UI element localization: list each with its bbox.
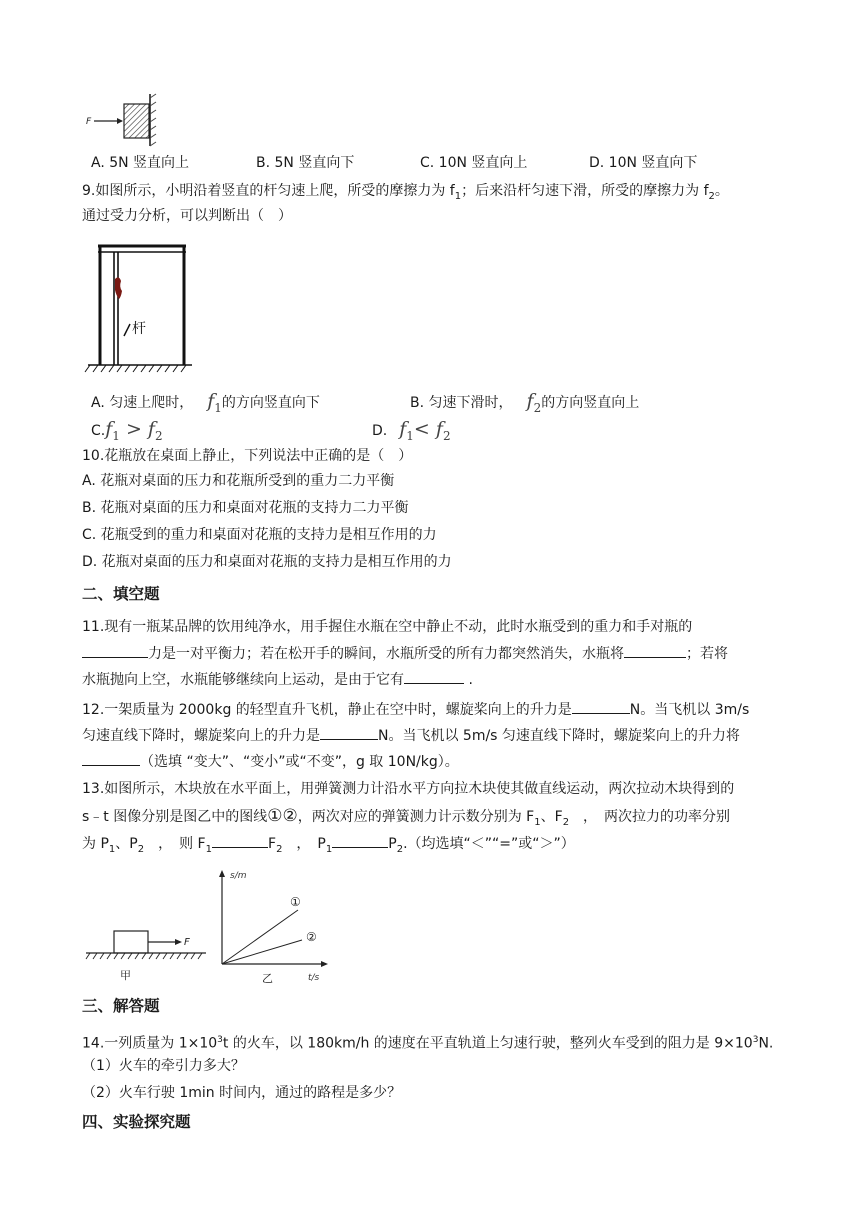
q9-climber [115, 277, 122, 299]
q12-line3: （选填 “变大”、“变小”或“不变”，g 取 10N/kg）。 [82, 751, 459, 772]
q13-line2-label: ② [306, 930, 317, 944]
q13-line3: 为 $P_1$、$P_2$ ， 则 $F_1$ $F_2$ ， $P_1$ $P_2$.（均选填“＜”“=”或“＞”） [82, 833, 575, 860]
q11-line3: 水瓶抛向上空，水瓶能够继续向上运动，是由于它有 . [82, 669, 473, 690]
q10-option-d: D. 花瓶对桌面的压力和桌面对花瓶的支持力是相互作用的力 [82, 554, 452, 570]
q13-yaxis-label: s/m [230, 871, 247, 881]
q11-line1: 11.现有一瓶某品牌的饮用纯净水，用手握住水瓶在空中静止不动，此时水瓶受到的重力和手对瓶的 [82, 619, 693, 635]
q12-blank-1[interactable] [572, 699, 630, 714]
q13-graph-line-1 [222, 910, 298, 964]
q8-figure [84, 92, 164, 148]
q14-part-1: （1）火车的牵引力多大？ [82, 1058, 245, 1074]
q9-option-b: B. 匀速下滑时， $f_2$的方向竖直向上 [410, 390, 640, 415]
q9-option-c: $C.f_1 > f_2$ [91, 418, 163, 443]
q11-line2: 力是一对平衡力；若在松开手的瞬间，水瓶所受的所有力都突然消失，水瓶将 ；若将 [82, 643, 728, 664]
q8-block [124, 104, 149, 138]
q11-blank-3[interactable] [404, 669, 464, 684]
q13-line1-label: ① [290, 895, 301, 909]
q9-figure [84, 241, 194, 381]
q13-jia-label: 甲 [120, 969, 131, 982]
q11-blank-1[interactable] [82, 643, 148, 658]
q13-blank-2[interactable] [332, 833, 388, 848]
q13-figure-jia [84, 924, 208, 986]
q13-figure-yi [208, 868, 332, 988]
q13-force-label: F [184, 937, 190, 948]
q12-line1: 12.一架质量为 2000kg 的轻型直升飞机，静止在空中时，螺旋桨向上的升力是 N。当飞机以 3m/s [82, 699, 749, 720]
q8-option-b: B. 5N 竖直向下 [256, 155, 355, 171]
section-answer: 三、解答题 [82, 997, 160, 1015]
q12-line2: 匀速直线下降时，螺旋桨向上的升力是 N。当飞机以 5m/s 匀速直线下降时，螺旋桨向上的升力将 [82, 725, 740, 746]
q8-option-c: C. 10N 竖直向上 [420, 155, 528, 171]
q9-stem-line2: 通过受力分析，可以判断出（ ） [82, 208, 292, 224]
q13-line1: 13.如图所示，木块放在水平面上，用弹簧测力计沿水平方向拉木块使其做直线运动，两次拉动木块得到的 [82, 781, 735, 797]
q9-stem-line1: 9.如图所示，小明沿着竖直的杆匀速上爬，所受的摩擦力为 $f_1$；后来沿杆匀速下滑，所受的摩擦力为 $f_2$。 [82, 183, 729, 202]
q10-option-c: C. 花瓶受到的重力和桌面对花瓶的支持力是相互作用的力 [82, 527, 437, 543]
q8-option-a: A. 5N 竖直向上 [91, 155, 190, 171]
q9-option-d: D. $f_1< f_2$ [372, 418, 451, 443]
q13-yi-label: 乙 [262, 972, 273, 985]
q11-blank-2[interactable] [624, 643, 686, 658]
q13-wood-block [114, 931, 148, 953]
q13-line2: s﹣t 图像分别是图乙中的图线①②，两次对应的弹簧测力计示数分别为 $F_1$、$F_2$ ， 两次拉力的功率分别 [82, 806, 731, 828]
q9-pole-label: 杆 [132, 321, 146, 337]
q13-blank-1[interactable] [212, 833, 268, 848]
q12-blank-2[interactable] [320, 725, 378, 740]
q8-force-label: F [86, 117, 92, 127]
q14-part-2: （2）火车行驶 1min 时间内，通过的路程是多少？ [82, 1085, 402, 1101]
q10-option-b: B. 花瓶对桌面的压力和桌面对花瓶的支持力二力平衡 [82, 500, 409, 516]
section-fill-in: 二、填空题 [82, 585, 160, 603]
q9-option-a: A. 匀速上爬时， $f_1$的方向竖直向下 [91, 390, 320, 415]
q14-stem: 14.一列质量为 $1\times 10^3t$ 的火车，以 180km/h 的速度在平直轨道上匀速行驶，整列火车受到的阻力是 $9\times 10^3N$. [82, 1035, 774, 1052]
q13-graph-line-2 [222, 940, 302, 964]
q10-stem: 10.花瓶放在桌面上静止，下列说法中正确的是（ ） [82, 448, 413, 464]
q12-blank-3[interactable] [82, 751, 140, 766]
section-experiment: 四、实验探究题 [82, 1113, 191, 1131]
q10-option-a: A. 花瓶对桌面的压力和花瓶所受到的重力二力平衡 [82, 473, 395, 489]
q8-option-d: D. 10N 竖直向下 [589, 155, 698, 171]
q13-xaxis-label: t/s [308, 973, 320, 983]
